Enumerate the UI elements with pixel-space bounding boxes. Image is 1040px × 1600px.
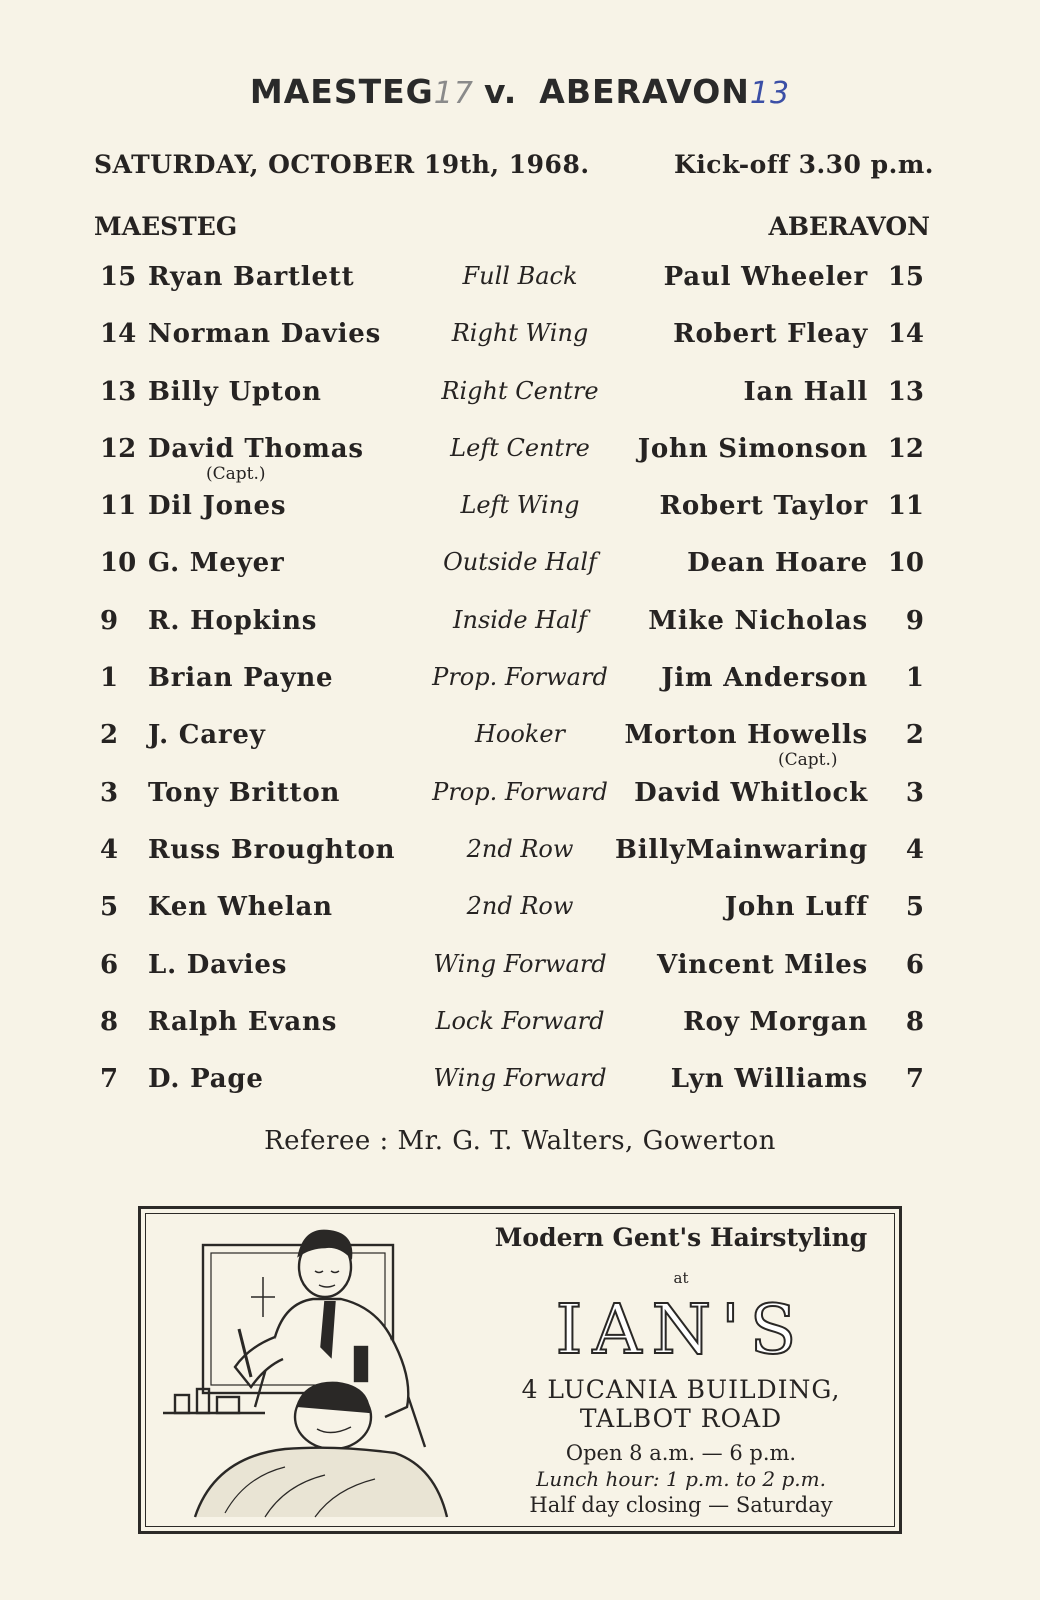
away-player-number: 14 [887, 319, 924, 350]
address-line2: TALBOT ROAD [579, 1404, 783, 1433]
position-label: Full Back [462, 262, 578, 290]
away-player-name: Robert Fleay [673, 319, 868, 350]
home-player-name: J. Carey [148, 720, 266, 751]
kickoff-time: Kick-off 3.30 p.m. [674, 150, 934, 179]
away-player-number: 15 [887, 262, 924, 292]
home-player-name: D. Page [148, 1064, 264, 1095]
away-player-name: Paul Wheeler [663, 262, 868, 292]
lineup-row [0, 892, 1040, 949]
lineup-row [0, 491, 1040, 548]
away-player-number: 11 [887, 491, 924, 522]
home-player-number: 2 [100, 720, 119, 751]
lineup-row [0, 434, 1040, 491]
home-player-name: Ralph Evans [148, 1006, 338, 1037]
home-player-name: Brian Payne [148, 663, 334, 694]
position-label: Wing Forward [433, 1064, 607, 1093]
away-player-name: Vincent Miles [657, 949, 868, 980]
away-player-name: Jim Anderson [661, 663, 868, 694]
away-player-name: BillyMainwaring [614, 834, 868, 865]
home-player-name: Ken Whelan [148, 892, 333, 923]
home-player-number: 13 [100, 376, 137, 407]
position-label: 2nd Row [466, 834, 574, 863]
address-line1: 4 LUCANIA BUILDING, [521, 1375, 841, 1404]
away-score-handwritten: 13 [749, 76, 791, 111]
lineup-row [0, 1007, 1040, 1064]
home-player-number: 9 [100, 605, 119, 636]
lineup-row [0, 319, 1040, 376]
home-player-number: 6 [100, 949, 119, 980]
advert-headline: Modern Gent's Hairstyling [494, 1223, 868, 1252]
away-player-number: 12 [887, 433, 924, 464]
away-team-heading: ABERAVON [768, 212, 930, 241]
home-player-number: 8 [100, 1006, 119, 1037]
position-label: Left Wing [460, 491, 580, 520]
away-player-number: 7 [905, 1064, 924, 1095]
home-player-name: Norman Davies [148, 319, 382, 350]
advert-at: at [673, 1269, 689, 1287]
match-title [0, 72, 1040, 111]
away-player-name: Mike Nicholas [648, 605, 868, 636]
away-player-number: 3 [905, 777, 924, 808]
home-player-number: 12 [100, 433, 137, 464]
position-label: Lock Forward [435, 1006, 605, 1035]
lineup-row [0, 663, 1040, 720]
position-label: Wing Forward [433, 949, 607, 978]
home-player-number: 11 [100, 491, 137, 522]
away-player-name: John Luff [724, 892, 868, 923]
home-player-name: Dil Jones [148, 491, 287, 522]
shop-name: IAN'S [555, 1291, 807, 1370]
position-label: Inside Half [453, 605, 587, 634]
lineup-row [0, 720, 1040, 777]
position-label: 2nd Row [466, 892, 574, 921]
home-score-handwritten: 17 [433, 76, 474, 111]
lineup-row [0, 548, 1040, 605]
home-player-name: Billy Upton [148, 376, 322, 407]
away-player-name: John Simonson [637, 433, 868, 464]
away-player-number: 5 [905, 892, 924, 923]
half-day-closing: Half day closing — Saturday [529, 1493, 833, 1517]
position-label: Hooker [474, 720, 566, 749]
lineup-row [0, 950, 1040, 1007]
away-player-number: 10 [887, 548, 924, 579]
versus-label: v. [483, 72, 518, 111]
referee-line: Referee : Mr. G. T. Walters, Gowerton [264, 1126, 776, 1156]
lineup-row [0, 835, 1040, 892]
home-player-number: 15 [100, 262, 137, 292]
home-player-number: 7 [100, 1064, 119, 1095]
away-player-name: Ian Hall [743, 376, 868, 407]
position-label: Prop. Forward [432, 777, 608, 806]
away-player-number: 13 [887, 376, 924, 407]
home-team-heading: MAESTEG [94, 212, 238, 241]
away-player-name: Dean Hoare [687, 548, 868, 579]
position-label: Right Wing [451, 319, 589, 348]
lineup-row [0, 606, 1040, 663]
away-player-name: David Whitlock [634, 777, 868, 808]
home-player-number: 3 [100, 777, 119, 808]
home-player-name: David Thomas [148, 433, 364, 464]
home-player-number: 1 [100, 663, 119, 694]
match-date: SATURDAY, OCTOBER 19th, 1968. [94, 150, 590, 179]
home-player-name: R. Hopkins [148, 605, 318, 636]
home-player-number: 4 [100, 834, 119, 865]
away-player-name: Robert Taylor [659, 491, 868, 522]
home-player-name: L. Davies [148, 949, 288, 980]
lineup-row [0, 778, 1040, 835]
position-label: Right Centre [441, 376, 599, 405]
lineup-row [0, 377, 1040, 434]
away-player-number: 1 [905, 663, 924, 694]
away-player-number: 6 [905, 949, 924, 980]
position-label: Outside Half [443, 548, 597, 577]
home-team-title: MAESTEG [249, 72, 434, 111]
position-label: Left Centre [450, 433, 590, 462]
away-player-number: 8 [905, 1006, 924, 1037]
home-player-name: Russ Broughton [148, 834, 396, 865]
position-label: Prop. Forward [432, 663, 608, 692]
lineup-row [0, 1064, 1040, 1121]
home-captain-note: (Capt.) [206, 463, 266, 484]
lineup-row [0, 262, 1040, 319]
home-player-name: G. Meyer [148, 548, 285, 579]
home-player-name: Ryan Bartlett [148, 262, 355, 292]
team-lineup [0, 262, 1040, 1121]
away-team-title: ABERAVON [539, 72, 750, 111]
away-player-number: 4 [905, 834, 924, 865]
lunch-hours: Lunch hour: 1 p.m. to 2 p.m. [536, 1467, 826, 1491]
home-player-number: 10 [100, 548, 137, 579]
barber-illustration [155, 1217, 455, 1527]
home-player-name: Tony Britton [148, 777, 341, 808]
home-player-number: 5 [100, 892, 119, 923]
away-player-number: 2 [905, 720, 924, 751]
away-player-name: Morton Howells [624, 720, 868, 751]
away-player-number: 9 [905, 605, 924, 636]
barber-advert [138, 1206, 902, 1534]
opening-hours: Open 8 a.m. — 6 p.m. [565, 1441, 797, 1465]
away-player-name: Lyn Williams [670, 1064, 868, 1095]
away-captain-note: (Capt.) [778, 750, 838, 771]
away-player-name: Roy Morgan [683, 1006, 868, 1037]
home-player-number: 14 [100, 319, 137, 350]
